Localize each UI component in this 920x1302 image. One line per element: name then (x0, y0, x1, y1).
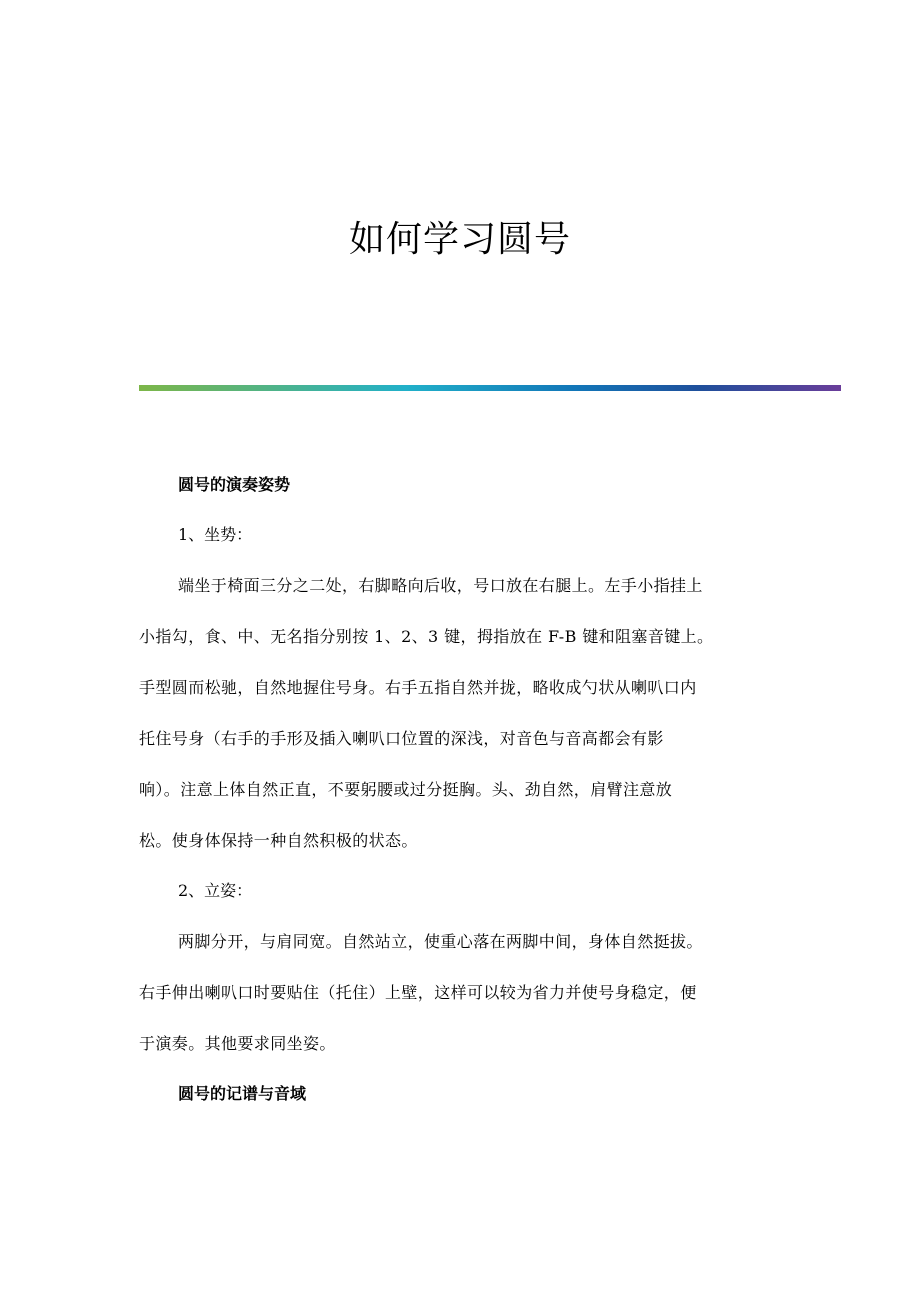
paragraph-line: 小指勾，食、中、无名指分别按 1、2、3 键，拇指放在 F-B 键和阻塞音键上。 (139, 627, 714, 646)
gradient-divider (139, 385, 841, 391)
paragraph-line: 于演奏。其他要求同坐姿。 (139, 1034, 336, 1053)
paragraph-line: 两脚分开，与肩同宽。自然站立，使重心落在两脚中间，身体自然挺拔。 (178, 932, 703, 951)
paragraph-line: 端坐于椅面三分之二处，右脚略向后收，号口放在右腿上。左手小指挂上 (178, 576, 703, 595)
paragraph-sitting (139, 560, 779, 866)
section-heading-notation: 圆号的记谱与音域 (178, 1084, 307, 1103)
paragraph-line: 松。使身体保持一种自然积极的状态。 (139, 831, 418, 850)
subsection-label-standing: 2、立姿： (178, 881, 253, 900)
paragraph-line: 托住号身（右手的手形及插入喇叭口位置的深浅，对音色与音高都会有影 (139, 729, 664, 748)
paragraph-standing (139, 916, 779, 1069)
document-body (139, 460, 779, 1119)
section-heading-posture: 圆号的演奏姿势 (178, 475, 291, 494)
subsection-label-sitting: 1、坐势： (178, 525, 253, 544)
paragraph-line: 响）。注意上体自然正直，不要躬腰或过分挺胸。头、劲自然，肩臂注意放 (139, 780, 673, 799)
paragraph-line: 手型圆而松驰，自然地握住号身。右手五指自然并拢，略收成勺状从喇叭口内 (139, 678, 697, 697)
paragraph-line: 右手伸出喇叭口时要贴住（托住）上壁，这样可以较为省力并使号身稳定，便 (139, 983, 697, 1002)
document-title: 如何学习圆号 (348, 219, 571, 260)
